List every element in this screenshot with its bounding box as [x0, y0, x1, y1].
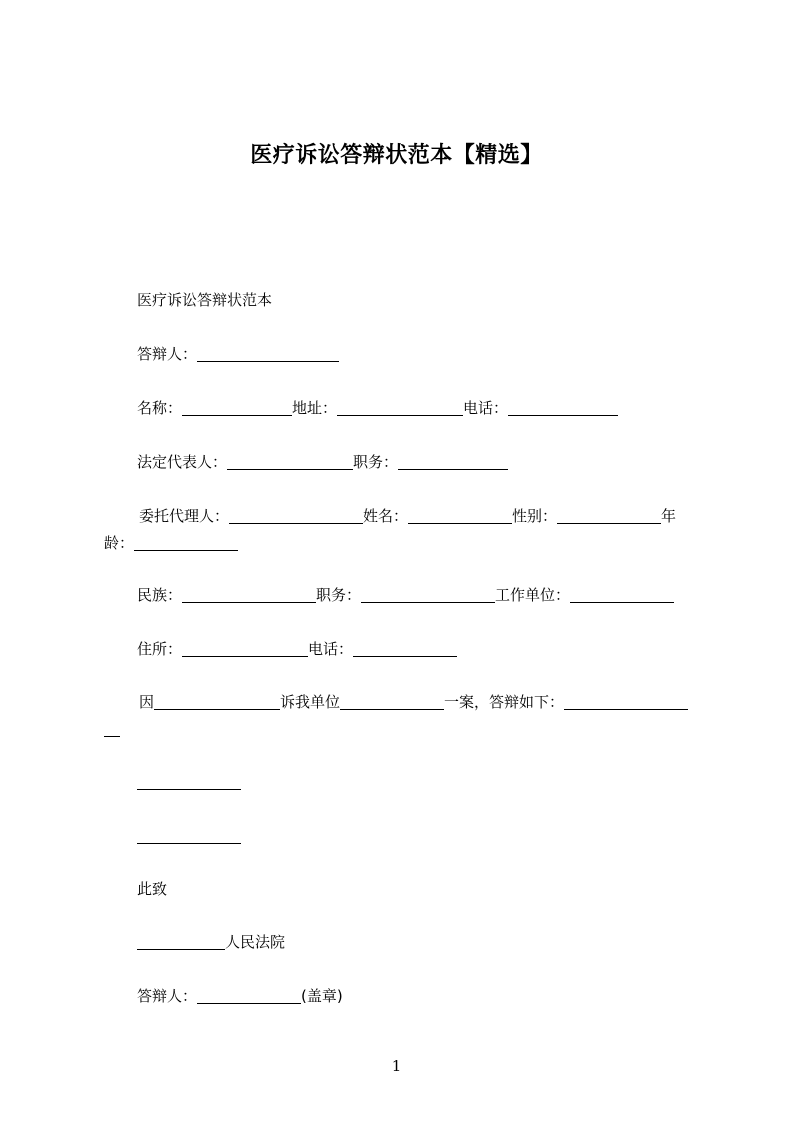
reply-line-1-blank[interactable] — [137, 775, 241, 790]
salute: 此致 — [137, 880, 168, 898]
respondent-blank[interactable] — [197, 347, 339, 362]
court-label: 人民法院 — [225, 933, 286, 951]
signer-label: 答辩人： — [137, 987, 198, 1005]
address-label: 地址： — [292, 399, 338, 417]
because-label: 因 — [139, 693, 155, 711]
agent-gender-blank[interactable] — [557, 509, 661, 524]
respondent-label: 答辩人： — [137, 345, 198, 363]
ethnic-position-blank[interactable] — [361, 588, 495, 603]
reply-continuation-blank[interactable] — [104, 722, 120, 737]
agent-age-blank[interactable] — [134, 536, 238, 551]
reply-line-2 — [137, 825, 241, 847]
workplace-label: 工作单位： — [495, 586, 571, 604]
ethnic-label: 民族： — [137, 586, 183, 604]
subtitle: 医疗诉讼答辩状范本 — [137, 291, 273, 309]
legal-position-blank[interactable] — [398, 455, 508, 470]
page-number: 1 — [391, 1057, 402, 1075]
residence-phone-label: 电话： — [308, 640, 354, 658]
residence-label: 住所： — [137, 640, 183, 658]
sued-label: 诉我单位 — [280, 693, 341, 711]
reply-continuation-row — [104, 718, 120, 740]
name-blank[interactable] — [182, 401, 292, 416]
reply-blank[interactable] — [564, 695, 688, 710]
agent-row — [139, 505, 676, 527]
ethnic-position-label: 职务： — [316, 586, 362, 604]
workplace-blank[interactable] — [570, 588, 674, 603]
ethnic-row — [137, 584, 674, 606]
agent-age-label-b: 龄： — [104, 534, 135, 552]
agent-name-label: 姓名： — [363, 507, 409, 525]
residence-phone-blank[interactable] — [353, 642, 457, 657]
legal-position-label: 职务： — [353, 453, 399, 471]
legal-rep-row — [137, 451, 508, 473]
respondent-row — [137, 343, 339, 365]
document-title: 医疗诉讼答辩状范本【精选】 — [250, 143, 543, 168]
agent-name-blank[interactable] — [408, 509, 512, 524]
case-row — [139, 691, 688, 713]
agent-gender-label: 性别： — [512, 507, 558, 525]
name-label: 名称： — [137, 399, 183, 417]
legal-rep-label: 法定代表人： — [137, 453, 228, 471]
phone-label: 电话： — [463, 399, 509, 417]
residence-row — [137, 638, 457, 660]
case-reply-label: 一案，答辩如下： — [444, 693, 565, 711]
agent-blank[interactable] — [229, 509, 363, 524]
name-address-phone-row — [137, 397, 618, 419]
legal-rep-blank[interactable] — [227, 455, 353, 470]
address-blank[interactable] — [337, 401, 463, 416]
reply-line-1 — [137, 771, 241, 793]
seal-label: (盖章) — [301, 987, 343, 1005]
reply-line-2-blank[interactable] — [137, 829, 241, 844]
court-row — [137, 931, 285, 953]
agent-age-row — [104, 532, 238, 554]
ethnic-blank[interactable] — [182, 588, 316, 603]
case-cause-blank[interactable] — [340, 695, 444, 710]
phone-blank[interactable] — [508, 401, 618, 416]
plaintiff-blank[interactable] — [154, 695, 280, 710]
agent-label: 委托代理人： — [139, 507, 230, 525]
residence-blank[interactable] — [182, 642, 308, 657]
court-blank[interactable] — [137, 935, 225, 950]
signer-blank[interactable] — [197, 989, 301, 1004]
signature-row — [137, 985, 343, 1007]
agent-age-label-a: 年 — [661, 507, 677, 525]
